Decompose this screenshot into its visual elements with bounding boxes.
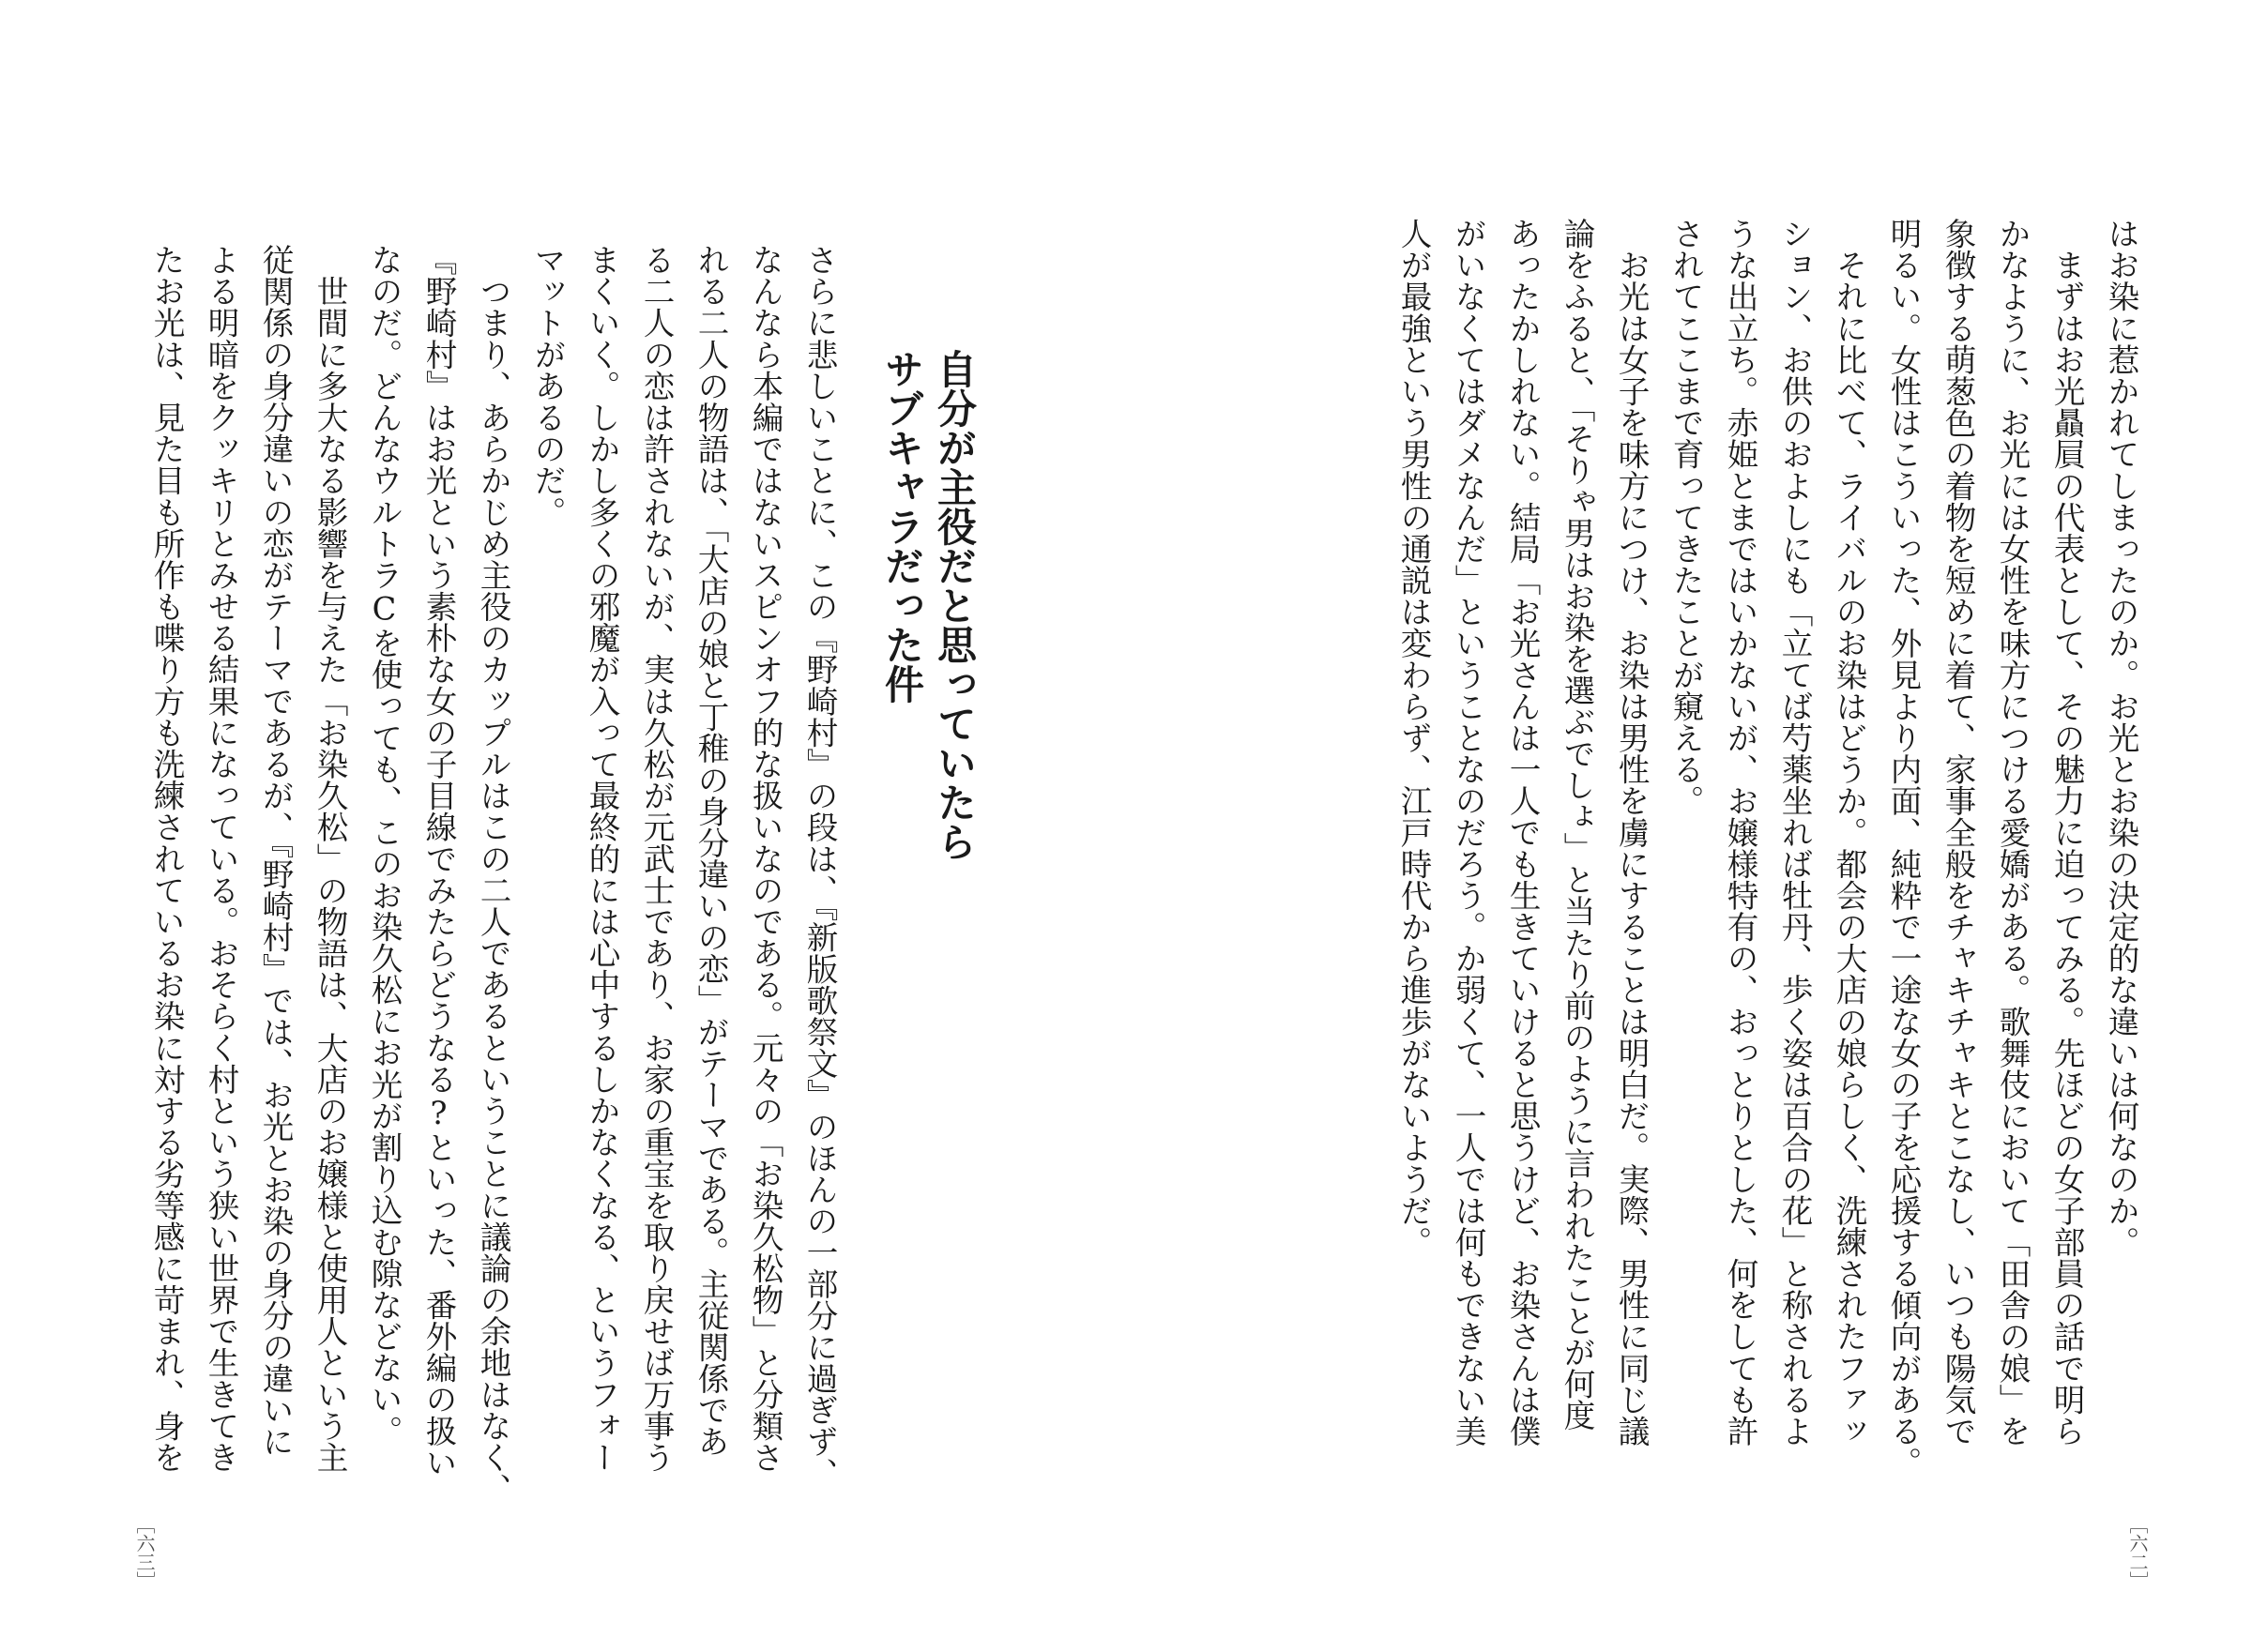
body-line: 明るい。女性はこういった、外見より内面、純粋で一途な女の子を応援する傾向がある。 (1885, 218, 1922, 1478)
body-line: まくいく。しかし多くの邪魔が入って最終的には心中するしかなくなる、というフォー (584, 244, 620, 1474)
chapter-heading-line-2: サブキャラだった件 (879, 349, 925, 704)
body-line: 人が最強という男性の通説は変わらず、江戸時代から進歩がないようだ。 (1395, 218, 1432, 1258)
chapter-heading-line-1: 自分が主役だと思っていたら (932, 349, 978, 861)
body-line: たお光は、見た目も所作も喋り方も洗練されているお染に対する劣等感に苛まれ、身を (148, 244, 185, 1474)
body-line: 論をふると、「そりゃ男はお染を選ぶでしょ」と当たり前のように言われたことが何度 (1559, 218, 1595, 1432)
body-line: それに比べて、ライバルのお染はどうか。都会の大店の娘らしく、洗練されたファッ (1831, 218, 1867, 1447)
body-line: あったかしれない。結局「お光さんは一人でも生きていけると思うけど、お染さんは僕 (1504, 218, 1541, 1447)
body-line: 『野崎村』はお光という素朴な女の子目線でみたらどうなる?といった、番外編の扱い (420, 244, 457, 1478)
body-line: マットがあるのだ。 (529, 244, 566, 528)
body-line: まずはお光贔屓の代表として、その魅力に迫ってみる。先ほどの女子部員の話で明ら (2048, 218, 2085, 1447)
body-line: うな出立ち。赤姫とまではいかないが、お嬢様特有の、おっとりとした、何をしても許 (1722, 218, 1758, 1447)
body-line: お光は女子を味方につけ、お染は男性を虜にすることは明白だ。実際、男性に同じ議 (1613, 218, 1650, 1447)
right-page (1126, 0, 2252, 1652)
body-line: よる明暗をクッキリとみせる結果になっている。おそらく村という狭い世界で生きてき (203, 244, 239, 1474)
body-line: されてここまで育ってきたことが窺える。 (1667, 218, 1704, 817)
body-line: る二人の恋は許されないが、実は久松が元武士であり、お家の重宝を取り戻せば万事う (638, 244, 675, 1474)
body-line: かなように、お光には女性を味方につける愛嬌がある。歌舞伎において「田舎の娘」を (1994, 218, 2031, 1447)
body-line: なのだ。どんなウルトラCを使っても、このお染久松にお光が割り込む隙などない。 (366, 244, 403, 1447)
page-number: ［六二］ (2126, 1515, 2149, 1590)
body-line: 象徴する萌葱色の着物を短めに着て、家事全般をチャキチャキとこなし、いつも陽気で (1940, 218, 1976, 1447)
body-line: 従関係の身分違いの恋がテーマであるが、『野崎村』では、お光とお染の身分の違いに (257, 244, 294, 1458)
body-line: 世間に多大なる影響を与えた「お染久松」の物語は、大店のお嬢様と使用人という主 (312, 244, 348, 1474)
page-number: ［六三］ (133, 1515, 156, 1590)
body-line: れる二人の物語は、「大店の娘と丁稚の身分違いの恋」がテーマである。主従関係であ (692, 244, 729, 1458)
body-line: つまり、あらかじめ主役のカップルはこの二人であるということに議論の余地はなく、 (475, 244, 511, 1505)
body-line: さらに悲しいことに、この『野崎村』の段は、『新版歌祭文』のほんの一部分に過ぎず、 (801, 244, 838, 1489)
body-line: ション、お供のおよしにも「立てば芍薬坐れば牡丹、歩く姿は百合の花」と称されるよ (1776, 218, 1813, 1447)
body-line: がいなくてはダメなんだ」ということなのだろう。か弱くて、一人では何もできない美 (1450, 218, 1486, 1447)
body-line: なんなら本編ではないスピンオフ的な扱いなのである。元々の「お染久松物」と分類さ (747, 244, 784, 1474)
body-line: はお染に惹かれてしまったのか。お光とお染の決定的な違いは何なのか。 (2103, 218, 2139, 1258)
